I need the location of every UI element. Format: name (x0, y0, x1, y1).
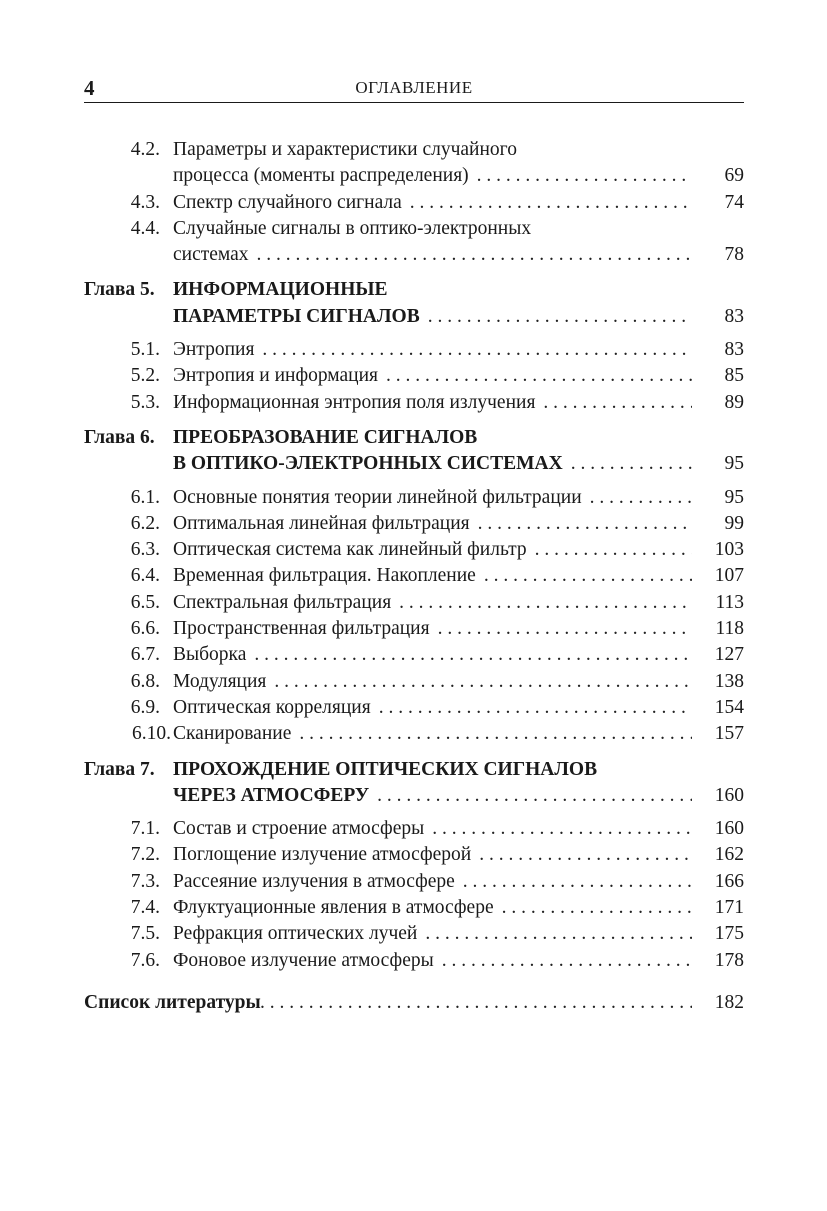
page-ref: 154 (714, 696, 744, 718)
section-title: Случайные сигналы в оптико-электронных (173, 217, 532, 239)
dot-leader (590, 485, 692, 511)
section-title: процесса (моменты распределения) (173, 165, 469, 187)
section-number: 6.7. (130, 644, 160, 666)
section-number: 6.8. (130, 670, 160, 692)
section-number: 7.5. (130, 923, 160, 945)
page-ref: 113 (715, 591, 744, 613)
dot-leader (377, 783, 692, 809)
chapter-label: Глава 7. (84, 758, 155, 780)
section-number: 7.3. (130, 870, 160, 892)
section-number: 7.1. (130, 818, 160, 840)
page-ref: 157 (714, 723, 744, 745)
toc-entry[interactable] (84, 816, 744, 842)
page-ref: 95 (724, 453, 744, 475)
dot-leader (410, 190, 692, 216)
section-title: Параметры и характеристики случайного (173, 139, 517, 160)
section-number: 6.4. (130, 565, 160, 587)
page-ref: 166 (714, 870, 744, 892)
running-title: ОГЛАВЛЕНИЕ (355, 78, 473, 97)
page-ref: 74 (724, 191, 744, 213)
toc-entry[interactable] (84, 363, 744, 389)
section-number: 4.3. (130, 191, 160, 213)
section-title: Оптимальная линейная фильтрация (173, 512, 470, 534)
section-title: Энтропия (173, 339, 255, 361)
section-number: 5.3. (130, 391, 160, 413)
dot-leader (260, 990, 692, 1016)
toc-chapter-continuation[interactable] (84, 304, 744, 330)
page-ref: 138 (714, 670, 744, 692)
section-title: Сканирование (173, 723, 292, 745)
section-title: Оптическая корреляция (173, 696, 371, 718)
chapter-title: ПРОХОЖДЕНИЕ ОПТИЧЕСКИХ СИГНАЛОВ (173, 758, 598, 780)
dot-leader (543, 390, 692, 416)
section-title: Флуктуационные явления в атмосфере (173, 897, 494, 919)
dot-leader (425, 921, 692, 947)
page-ref: 160 (714, 818, 744, 840)
page-header (84, 70, 744, 103)
section-number: 6.3. (130, 539, 160, 561)
page-ref: 69 (724, 165, 744, 187)
dot-leader (442, 948, 692, 974)
section-title: Рассеяние излучения в атмосфере (173, 870, 455, 892)
dot-leader (274, 669, 692, 695)
page-ref: 83 (724, 305, 744, 327)
chapter-label: Глава 6. (84, 426, 155, 448)
section-number: 6.9. (130, 696, 160, 718)
chapter-title: ЧЕРЕЗ АТМОСФЕРУ (173, 784, 370, 806)
dot-leader (502, 895, 692, 921)
section-title: Модуляция (173, 670, 267, 692)
section-number: 7.2. (130, 844, 160, 866)
section-title: Состав и строение атмосферы (173, 818, 425, 840)
toc-entry[interactable] (84, 537, 744, 563)
section-number: 5.2. (130, 365, 160, 387)
page-ref: 85 (724, 365, 744, 387)
toc-chapter[interactable] (84, 277, 744, 303)
page-ref: 78 (724, 244, 744, 266)
section-number: 4.4. (130, 217, 160, 239)
toc-bibliography[interactable] (84, 990, 744, 1016)
toc-entry-continuation[interactable] (84, 163, 744, 189)
dot-leader (571, 451, 692, 477)
page-ref: 175 (714, 923, 744, 945)
section-title: Поглощение излучение атмосферой (173, 844, 472, 866)
toc-entry[interactable] (84, 590, 744, 616)
dot-leader (379, 695, 692, 721)
toc-entry[interactable] (84, 948, 744, 974)
toc-entry[interactable] (84, 669, 744, 695)
page-ref: 99 (724, 512, 744, 534)
toc-entry[interactable] (84, 190, 744, 216)
section-number: 7.4. (130, 897, 160, 919)
page-ref: 160 (714, 784, 744, 806)
page-ref: 127 (714, 644, 744, 666)
page-ref: 95 (724, 486, 744, 508)
toc-entry[interactable] (84, 721, 744, 747)
toc-entry[interactable] (84, 921, 744, 947)
toc-entry[interactable] (84, 869, 744, 895)
dot-leader (478, 511, 692, 537)
dot-leader (479, 842, 692, 868)
page-ref: 182 (714, 991, 744, 1013)
toc-entry-continuation[interactable] (84, 242, 744, 268)
chapter-title: В ОПТИКО-ЭЛЕКТРОННЫХ СИСТЕМАХ (173, 453, 563, 475)
toc-entry[interactable] (84, 337, 744, 363)
section-title: Временная фильтрация. Накопление (173, 565, 476, 587)
dot-leader (257, 242, 692, 268)
toc-chapter-continuation[interactable] (84, 783, 744, 809)
section-title: Основные понятия теории линейной фильтрации (173, 486, 582, 508)
toc-entry[interactable] (84, 895, 744, 921)
dot-leader (438, 616, 692, 642)
section-title: Энтропия и информация (173, 365, 379, 387)
dot-leader (484, 563, 692, 589)
toc-entry[interactable] (84, 695, 744, 721)
toc-entry[interactable] (84, 842, 744, 868)
chapter-title: ПАРАМЕТРЫ СИГНАЛОВ (173, 305, 420, 327)
toc-chapter[interactable] (84, 757, 744, 783)
dot-leader (299, 721, 692, 747)
page-ref: 171 (714, 897, 744, 919)
page-ref: 162 (714, 844, 744, 866)
toc-entry[interactable] (84, 616, 744, 642)
toc-entry[interactable] (84, 390, 744, 416)
toc-chapter-continuation[interactable] (84, 451, 744, 477)
section-title: Фоновое излучение атмосферы (173, 949, 434, 971)
dot-leader (262, 337, 692, 363)
page-ref: 107 (714, 565, 744, 587)
section-number: 5.1. (130, 339, 160, 361)
dot-leader (254, 642, 692, 668)
toc-entry[interactable] (84, 642, 744, 668)
section-number: 6.10. (132, 723, 171, 745)
section-title: Спектральная фильтрация (173, 591, 392, 613)
table-of-contents (84, 137, 744, 1016)
toc-entry[interactable] (84, 216, 744, 242)
chapter-title: ИНФОРМАЦИОННЫЕ (173, 279, 388, 301)
page-ref: 89 (724, 391, 744, 413)
toc-entry[interactable] (84, 563, 744, 589)
toc-entry[interactable] (84, 511, 744, 537)
page-ref: 103 (714, 539, 744, 561)
toc-entry[interactable] (84, 137, 744, 163)
section-title: Выборка (173, 644, 247, 666)
section-number: 6.2. (130, 512, 160, 534)
toc-entry[interactable] (84, 485, 744, 511)
toc-chapter[interactable] (84, 425, 744, 451)
section-number: 4.2. (130, 139, 160, 160)
bibliography-title: Список литературы (84, 991, 261, 1013)
section-number: 6.1. (130, 486, 160, 508)
dot-leader (535, 537, 692, 563)
page-ref: 178 (714, 949, 744, 971)
dot-leader (386, 363, 692, 389)
dot-leader (432, 816, 692, 842)
dot-leader (399, 590, 692, 616)
section-title: Спектр случайного сигнала (173, 191, 402, 213)
dot-leader (477, 163, 692, 189)
section-title: Рефракция оптических лучей (173, 923, 418, 945)
section-title: системах (173, 244, 249, 266)
section-title: Информационная энтропия поля излучения (173, 391, 536, 413)
dot-leader (463, 869, 692, 895)
chapter-title: ПРЕОБРАЗОВАНИЕ СИГНАЛОВ (173, 426, 478, 448)
page-number: 4 (84, 76, 95, 100)
section-number: 6.6. (130, 618, 160, 640)
chapter-label: Глава 5. (84, 279, 155, 301)
page-ref: 118 (715, 618, 744, 640)
section-number: 7.6. (130, 949, 160, 971)
page-ref: 83 (724, 339, 744, 361)
dot-leader (428, 304, 692, 330)
section-title: Пространственная фильтрация (173, 618, 430, 640)
section-number: 6.5. (130, 591, 160, 613)
section-title: Оптическая система как линейный фильтр (173, 539, 527, 561)
